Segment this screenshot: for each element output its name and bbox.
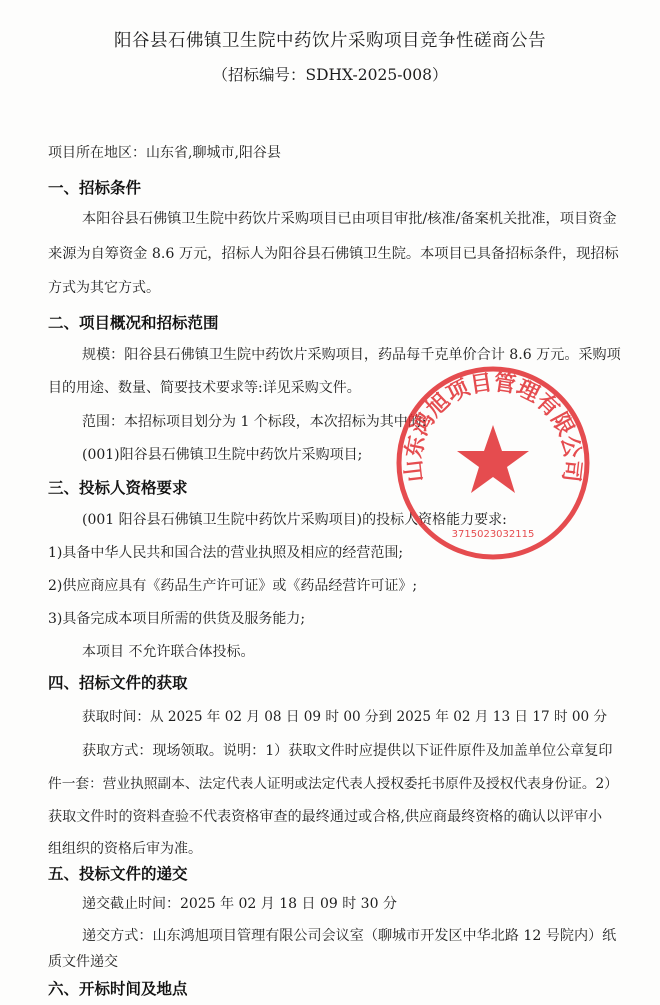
section-1-line: 本阳谷县石佛镇卫生院中药饮片采购项目已由项目审批/核准/备案机关批准，项目资金 <box>82 211 617 227</box>
seal-number: 3715023032115 <box>451 529 535 540</box>
section-5-line: 递交方式：山东鸿旭项目管理有限公司会议室（聊城市开发区中华北路 12 号院内）纸 <box>82 928 617 944</box>
section-heading-3: 三、投标人资格要求 <box>48 479 188 497</box>
section-heading-4: 四、招标文件的获取 <box>48 674 188 692</box>
section-4-line: 获取时间：从 2025 年 02 月 08 日 09 时 00 分到 2025 年 02 月 13 日 17 时 00 分 <box>82 709 608 725</box>
section-4-line: 获取文件时的资料查验不代表资格审查的最终通过或合格,供应商最终资格的确认以评审小 <box>48 809 603 825</box>
section-heading-5: 五、投标文件的递交 <box>48 865 188 883</box>
section-5-line: 递交截止时间：2025 年 02 月 18 日 09 时 30 分 <box>82 896 397 912</box>
section-heading-1: 一、招标条件 <box>48 179 142 197</box>
section-4-line: 获取方式：现场领取。说明：1）获取文件时应提供以下证件原件及加盖单位公章复印 <box>82 743 613 759</box>
seal-company-text: 山东鸿旭项目管理有限公司 <box>401 370 585 484</box>
section-3-line: 本项目 不允许联合体投标。 <box>82 644 255 660</box>
section-3-line: 2)供应商应具有《药品生产许可证》或《药品经营许可证》; <box>48 578 418 594</box>
company-seal <box>393 363 593 563</box>
document-title: 阳谷县石佛镇卫生院中药饮片采购项目竞争性磋商公告 <box>114 31 546 51</box>
section-5-line: 质文件递交 <box>48 954 118 970</box>
tender-number: （招标编号：SDHX-2025-008） <box>212 66 448 84</box>
project-region: 项目所在地区：山东省,聊城市,阳谷县 <box>48 145 281 161</box>
section-3-line: 3)具备完成本项目所需的供货及服务能力; <box>48 611 306 627</box>
section-1-line: 方式为其它方式。 <box>48 280 160 296</box>
section-2-line: 范围：本招标项目划分为 1 个标段，本次招标为其中的: <box>82 414 427 430</box>
section-4-line: 件一套：营业执照副本、法定代表人证明或法定代表人授权委托书原件及授权代表身份证。2） <box>48 776 618 792</box>
section-3-line: 1)具备中华人民共和国合法的营业执照及相应的经营范围; <box>48 545 404 561</box>
section-2-line: 目的用途、数量、简要技术要求等:详见采购文件。 <box>48 380 361 396</box>
section-1-line: 来源为自筹资金 8.6 万元，招标人为阳谷县石佛镇卫生院。本项目已具备招标条件，现招标 <box>48 246 619 262</box>
section-4-line: 组组织的资格后审为准。 <box>48 841 202 857</box>
section-heading-6: 六、开标时间及地点 <box>48 980 188 998</box>
star-icon <box>457 425 529 493</box>
section-3-line: (001 阳谷县石佛镇卫生院中药饮片采购项目)的投标人资格能力要求: <box>82 512 507 528</box>
section-heading-2: 二、项目概况和招标范围 <box>48 314 219 332</box>
section-2-line: (001)阳谷县石佛镇卫生院中药饮片采购项目; <box>82 447 363 463</box>
section-2-line: 规模：阳谷县石佛镇卫生院中药饮片采购项目，药品每千克单价合计 8.6 万元。采购项 <box>82 347 621 363</box>
